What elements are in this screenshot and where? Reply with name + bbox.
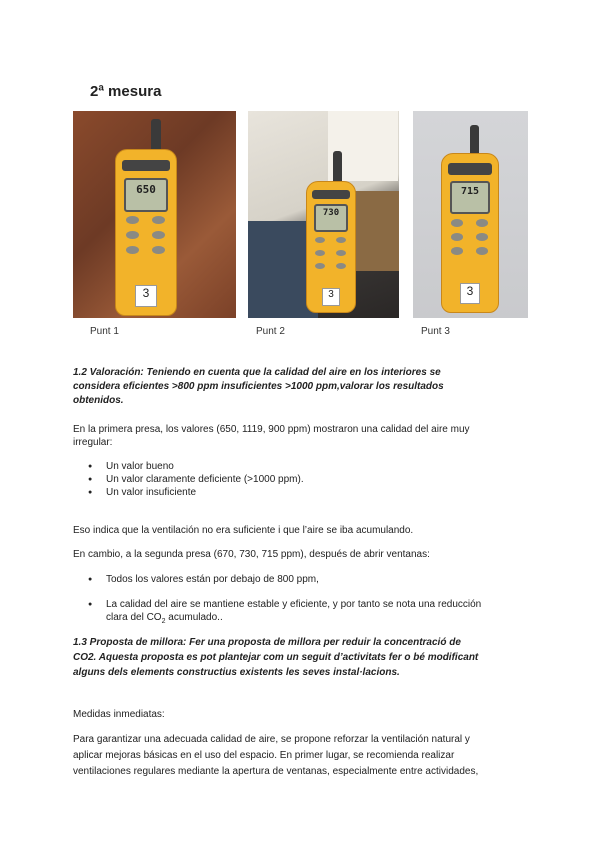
list-item: ● Todos los valores están por debajo de 800 ppm, — [73, 573, 533, 586]
list-item: ● Un valor insuficiente — [73, 486, 533, 499]
meter-label: 3 — [322, 288, 339, 306]
list-item: ● Un valor bueno — [73, 460, 533, 473]
caption-punt-3: Punt 3 — [421, 326, 450, 337]
paragraph-ventilacion: Eso indica que la ventilación no era suficiente i que l’aire se iba acumulando. — [73, 525, 414, 536]
section-heading: 2ª mesura — [90, 83, 162, 100]
photo-punt-1 — [73, 111, 236, 318]
valoracion-heading: 1.2 Valoración: Teniendo en cuenta que la calidad del aire en los interiores se considera eficientes >800 ppm insuficientes >1000 ppm,valorar los resultados obtenidos. — [73, 367, 444, 406]
list-primera-presa — [73, 460, 533, 499]
photo-punt-2 — [248, 111, 399, 318]
meter-label: 3 — [460, 283, 480, 304]
caption-punt-1: Punt 1 — [90, 326, 119, 337]
medidas-heading: Medidas inmediatas: — [73, 709, 165, 720]
meter-reading: 730 — [314, 204, 349, 232]
millora-heading: 1.3 Proposta de millora: Fer una proposta de millora per reduir la concentració de CO2. Aquesta proposta es pot plantejar com un seguit d’activitats fer o bé modificant alguns dels elements constructius existents les seves instal·lacions. — [73, 637, 479, 678]
list-segunda-presa — [73, 573, 533, 628]
paragraph-medidas: Para garantizar una adecuada calidad de aire, se propone reforzar la ventilación natural y aplicar mejoras básicas en el uso del espacio. En primer lugar, se recomienda realizar ventilaciones regulares mediante la apertura de ventanas, especialmente entre actividades, — [73, 734, 479, 777]
list-item: ● La calidad del aire se mantiene estable y eficiente, y por tanto se nota una reducción clara del $CO_2$ acumulado.. — [73, 598, 533, 628]
paragraph-primera-presa: En la primera presa, los valores (650, 1119, 900 ppm) mostraron una calidad del aire muy irregular: — [73, 424, 470, 448]
photo-punt-3 — [413, 111, 528, 318]
caption-punt-2: Punt 2 — [256, 326, 285, 337]
meter-label: 3 — [135, 285, 157, 307]
co2-meter — [306, 181, 356, 313]
co2-meter — [115, 149, 177, 316]
co2-meter — [441, 153, 499, 313]
list-item: ● Un valor claramente deficiente (>1000 ppm). — [73, 473, 533, 486]
paragraph-segunda-presa: En cambio, a la segunda presa (670, 730, 715 ppm), después de abrir ventanas: — [73, 549, 430, 560]
meter-reading: 650 — [124, 178, 167, 212]
meter-reading: 715 — [450, 181, 490, 214]
